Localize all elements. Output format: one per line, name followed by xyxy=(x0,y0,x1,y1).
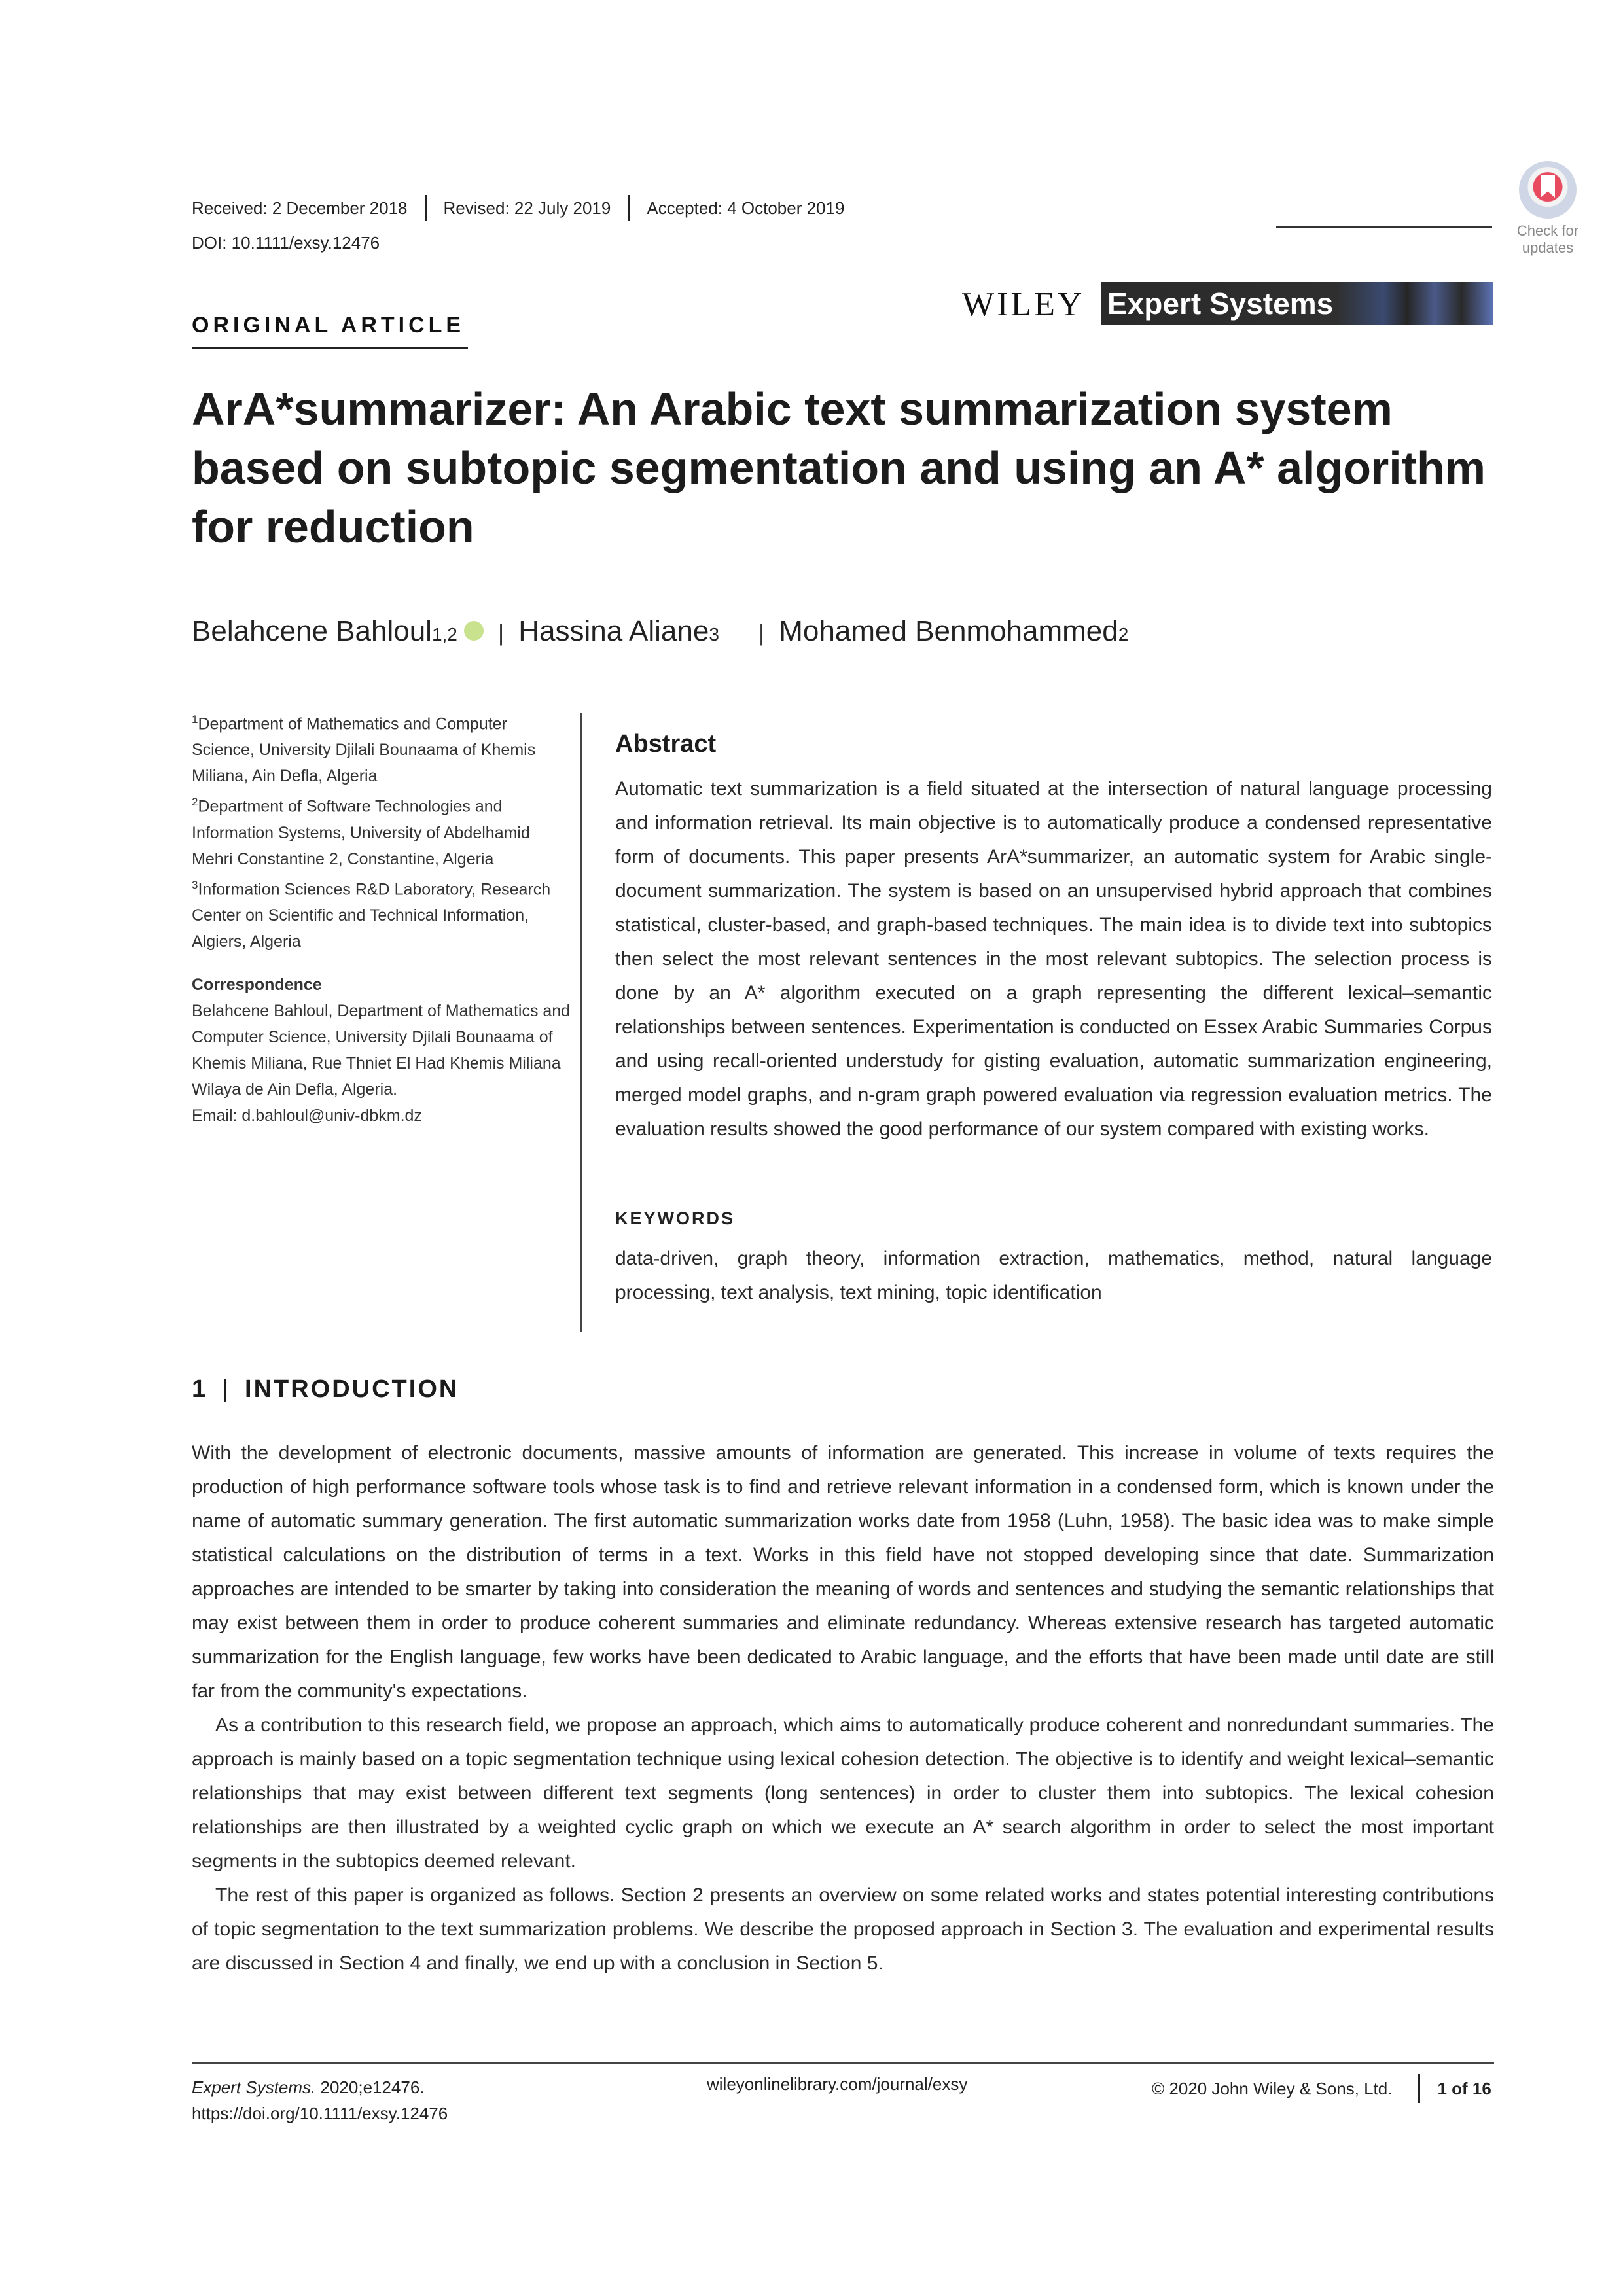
affiliations-column xyxy=(192,707,571,1129)
article-type: ORIGINAL ARTICLE xyxy=(192,313,465,338)
correspondence-email[interactable]: Email: d.bahloul@univ-dbkm.dz xyxy=(192,1106,422,1125)
abstract-heading: Abstract xyxy=(615,730,717,758)
body-paragraph: With the development of electronic documents, massive amounts of information are generated. This increase in volume of texts requires the production of high performance software tools whose task is to find and retrieve relevant information in a condensed form, which is known under the name of automatic summary generation. The first automatic summarization works date from 1958 (Luhn, 1958). The basic idea was to make simple statistical calculations on the distribution of terms in a text. Works in this field have not stopped developing since that date. Summarization approaches are intended to be smarter by taking into consideration the meaning of words and sentences and studying the semantic relationships that may exist between them in order to produce coherent summaries and eliminate redundancy. Whereas extensive research has targeted automatic summarization for the English language, few works have been dedicated to Arabic language, and the efforts that have been made until date are still far from the community's expectations. xyxy=(192,1442,1494,1702)
header-rule xyxy=(1276,226,1492,228)
publication-dates xyxy=(192,195,844,221)
column-divider xyxy=(580,713,582,1332)
received-date: Received: 2 December 2018 xyxy=(192,198,408,218)
date-separator xyxy=(628,195,630,221)
body-paragraph: As a contribution to this research field, we propose an approach, which aims to automatically produce coherent and nonredundant summaries. The approach is mainly based on a topic segmentation technique using lexical cohesion detection. The objective is to identify and weight lexical–semantic relationships that may exist between different text segments (long sentences) in order to cluster them into subtopics. The lexical cohesion relationships are then illustrated by a weighted cyclic graph on which we execute an A* search algorithm in order to select the most important segments in the subtopics deemed relevant. xyxy=(192,1714,1494,1872)
author-list xyxy=(192,615,1128,648)
author-name[interactable]: Hassina Aliane xyxy=(518,615,709,647)
footer-rule xyxy=(192,2062,1494,2064)
correspondence-heading: Correspondence xyxy=(192,975,322,994)
revised-date: Revised: 22 July 2019 xyxy=(443,198,611,218)
publisher-logo: WILEY xyxy=(962,286,1085,323)
footer-volume: 2020;e12476. xyxy=(315,2077,425,2097)
article-type-underline xyxy=(192,347,468,349)
page-number: 1 of 16 xyxy=(1437,2078,1491,2098)
correspondence-address: Belahcene Bahloul, Department of Mathematics and Computer Science, University Djilali Bounaama of Khemis Miliana, Rue Thniet El Had Khemis Miliana Wilaya de Ain Defla, Algeria. xyxy=(192,1001,571,1099)
section-heading xyxy=(192,1375,459,1404)
section-title: INTRODUCTION xyxy=(245,1375,459,1403)
section-number: 1 xyxy=(192,1375,208,1403)
abstract-text: Automatic text summarization is a field situated at the intersection of natural language processing and information retrieval. Its main objective is to automatically produce a condensed representative form of documents. This paper presents ArA*summarizer, an automatic system for Arabic single-document summarization. The system is based on an unsupervised hybrid approach that combines statistical, cluster-based, and graph-based techniques. The main idea is to divide text into subtopics then select the most relevant sentences in the most relevant subtopics. The selection process is done by an A* algorithm executed on a graph representing the different lexical–semantic relationships between sentences. Experimentation is conducted on Essex Arabic Summaries Corpus and using recall-oriented understudy for gisting evaluation, automatic summarization engineering, merged model graphs, and n-gram graph powered evaluation via regression evaluation metrics. The evaluation results showed the good performance of our system compared with existing works. xyxy=(615,778,1492,1140)
date-separator xyxy=(425,195,427,221)
author-affiliation-sup: 1,2 xyxy=(431,624,457,645)
affiliation: $^1$Department of Mathematics and Computer Science, University Djilali Bounaama of Khemis Miliana, Ain Defla, Algeria xyxy=(192,713,536,786)
doi[interactable]: DOI: 10.1111/exsy.12476 xyxy=(192,233,380,253)
author-affiliation-sup: 2 xyxy=(1118,624,1129,645)
footer-site-link[interactable]: wileyonlinelibrary.com/journal/exsy xyxy=(707,2074,968,2094)
footer-copyright: © 2020 John Wiley & Sons, Ltd. xyxy=(1152,2078,1393,2098)
footer-doi-link[interactable]: https://doi.org/10.1111/exsy.12476 xyxy=(192,2104,448,2123)
footer-journal: Expert Systems. xyxy=(192,2077,316,2097)
check-updates-icon xyxy=(1519,161,1577,219)
footer-right xyxy=(1152,2074,1491,2103)
paper-title: ArA*summarizer: An Arabic text summarization system based on subtopic segmentation and using an A* algorithm for reduction xyxy=(192,383,1486,552)
affiliation: $^3$Information Sciences R&D Laboratory, Research Center on Scientific and Technical Information, Algiers, Algeria xyxy=(192,878,551,951)
section-separator: | xyxy=(222,1375,231,1403)
author-separator: | xyxy=(497,619,505,646)
check-updates-label: Check for updates xyxy=(1516,222,1579,256)
affiliation: $^2$Department of Software Technologies and Information Systems, University of Abdelhamid Mehri Constantine 2, Constantine, Algeria xyxy=(192,796,530,868)
keywords-heading: KEYWORDS xyxy=(615,1209,736,1228)
footer-separator xyxy=(1418,2074,1420,2103)
keywords-list: data-driven, graph theory, information extraction, mathematics, method, natural language processing, text analysis, text mining, topic identification xyxy=(615,1248,1492,1303)
author-separator: | xyxy=(758,619,765,646)
orcid-icon[interactable] xyxy=(464,621,484,641)
journal-name: Expert Systems xyxy=(1107,287,1334,321)
footer-citation xyxy=(192,2074,448,2127)
author-name[interactable]: Mohamed Benmohammed xyxy=(779,615,1118,647)
body-paragraph: The rest of this paper is organized as follows. Section 2 presents an overview on some related works and states potential interesting contributions of topic segmentation to the text summarization problems. We describe the proposed approach in Section 3. The evaluation and experimental results are discussed in Section 4 and finally, we end up with a conclusion in Section 5. xyxy=(192,1884,1494,1974)
accepted-date: Accepted: 4 October 2019 xyxy=(647,198,845,218)
section-body xyxy=(192,1436,1494,1981)
check-for-updates-button[interactable] xyxy=(1499,161,1597,256)
author-name[interactable]: Belahcene Bahloul xyxy=(192,615,432,647)
author-affiliation-sup: 3 xyxy=(709,624,719,645)
